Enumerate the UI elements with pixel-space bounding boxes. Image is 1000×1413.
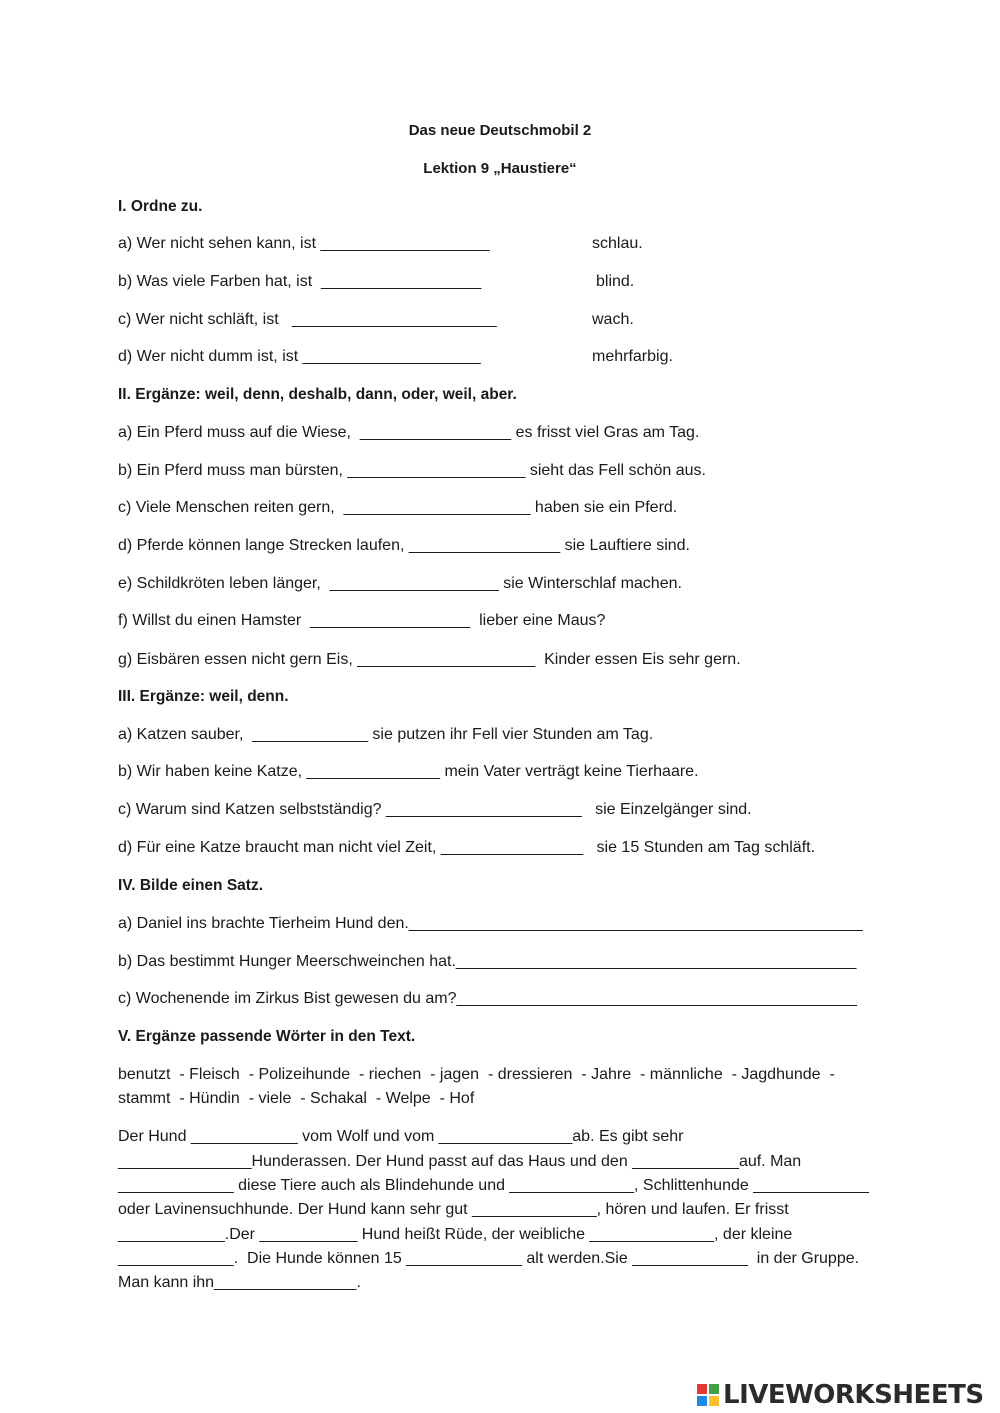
fill-in-sentence: b) Wir haben keine Katze, _______________ mein Vater verträgt keine Tierhaare.: [118, 763, 699, 780]
worksheet-title: Das neue Deutschmobil 2: [408, 122, 592, 139]
fill-in-sentence: c) Viele Menschen reiten gern, _____________________ haben sie ein Pferd.: [118, 499, 678, 516]
cloze-text-line: ____________.Der ___________ Hund heißt Rüde, der weibliche ______________, der kleine: [118, 1226, 793, 1243]
fill-in-sentence: e) Schildkröten leben länger, ___________________ sie Winterschlaf machen.: [118, 575, 682, 592]
section-4-heading: IV. Bilde einen Satz.: [118, 877, 264, 894]
cloze-text-line: Man kann ihn________________.: [118, 1274, 361, 1291]
match-question: c) Wer nicht schläft, ist _______________________: [118, 311, 497, 328]
cloze-text-line: _____________ diese Tiere auch als Blindehunde und ______________, Schlittenhunde _____________: [118, 1177, 869, 1194]
cloze-text-line: _____________. Die Hunde können 15 _____________ alt werden.Sie _____________ in der Gruppe.: [118, 1250, 860, 1267]
section-1-heading: I. Ordne zu.: [118, 198, 203, 215]
sentence-builder-item: b) Das bestimmt Hunger Meerschweinchen hat._____________________________________________: [118, 953, 857, 970]
fill-in-sentence: b) Ein Pferd muss man bürsten, ____________________ sieht das Fell schön aus.: [118, 462, 706, 479]
match-question: b) Was viele Farben hat, ist __________________: [118, 273, 482, 290]
cloze-text-line: _______________Hunderassen. Der Hund passt auf das Haus und den ____________auf. Man: [118, 1153, 802, 1170]
fill-in-sentence: a) Katzen sauber, _____________ sie putzen ihr Fell vier Stunden am Tag.: [118, 726, 654, 743]
section-5-heading: V. Ergänze passende Wörter in den Text.: [118, 1028, 416, 1045]
sentence-builder-item: c) Wochenende im Zirkus Bist gewesen du am?_____________________________________________: [118, 990, 857, 1007]
cloze-text-line: Der Hund ____________ vom Wolf und vom _______________ab. Es gibt sehr: [118, 1128, 684, 1145]
logo-blocks-icon: [697, 1384, 719, 1406]
section-2-heading: II. Ergänze: weil, denn, deshalb, dann, oder, weil, aber.: [118, 386, 517, 403]
match-question: a) Wer nicht sehen kann, ist ___________________: [118, 235, 490, 252]
match-answer: schlau.: [592, 235, 643, 252]
liveworksheets-logo[interactable]: [697, 1378, 984, 1412]
cloze-text-line: oder Lavinensuchhunde. Der Hund kann sehr gut ______________, hören und laufen. Er frisst: [118, 1201, 789, 1218]
fill-in-sentence: a) Ein Pferd muss auf die Wiese, _________________ es frisst viel Gras am Tag.: [118, 424, 700, 441]
fill-in-sentence: g) Eisbären essen nicht gern Eis, ____________________ Kinder essen Eis sehr gern.: [118, 651, 741, 668]
fill-in-sentence: f) Willst du einen Hamster __________________ lieber eine Maus?: [118, 612, 606, 629]
match-answer: blind.: [596, 273, 635, 290]
match-question: d) Wer nicht dumm ist, ist ____________________: [118, 348, 481, 365]
fill-in-sentence: d) Für eine Katze braucht man nicht viel Zeit, ________________ sie 15 Stunden am Tag schläft.: [118, 839, 816, 856]
match-answer: wach.: [592, 311, 634, 328]
section-3-heading: III. Ergänze: weil, denn.: [118, 688, 289, 705]
match-answer: mehrfarbig.: [592, 348, 673, 365]
fill-in-sentence: d) Pferde können lange Strecken laufen, _________________ sie Lauftiere sind.: [118, 537, 690, 554]
logo-text: LIVEWORKSHEETS: [723, 1380, 984, 1410]
word-bank-line: benutzt - Fleisch - Polizeihunde - riechen - jagen - dressieren - Jahre - männliche - Jagdhunde -: [118, 1066, 835, 1083]
word-bank-line: stammt - Hündin - viele - Schakal - Welpe - Hof: [118, 1090, 475, 1107]
sentence-builder-item: a) Daniel ins brachte Tierheim Hund den.___________________________________________________: [118, 915, 863, 932]
lesson-title: Lektion 9 „Haustiere“: [423, 160, 577, 177]
fill-in-sentence: c) Warum sind Katzen selbstständig? ______________________ sie Einzelgänger sind.: [118, 801, 752, 818]
